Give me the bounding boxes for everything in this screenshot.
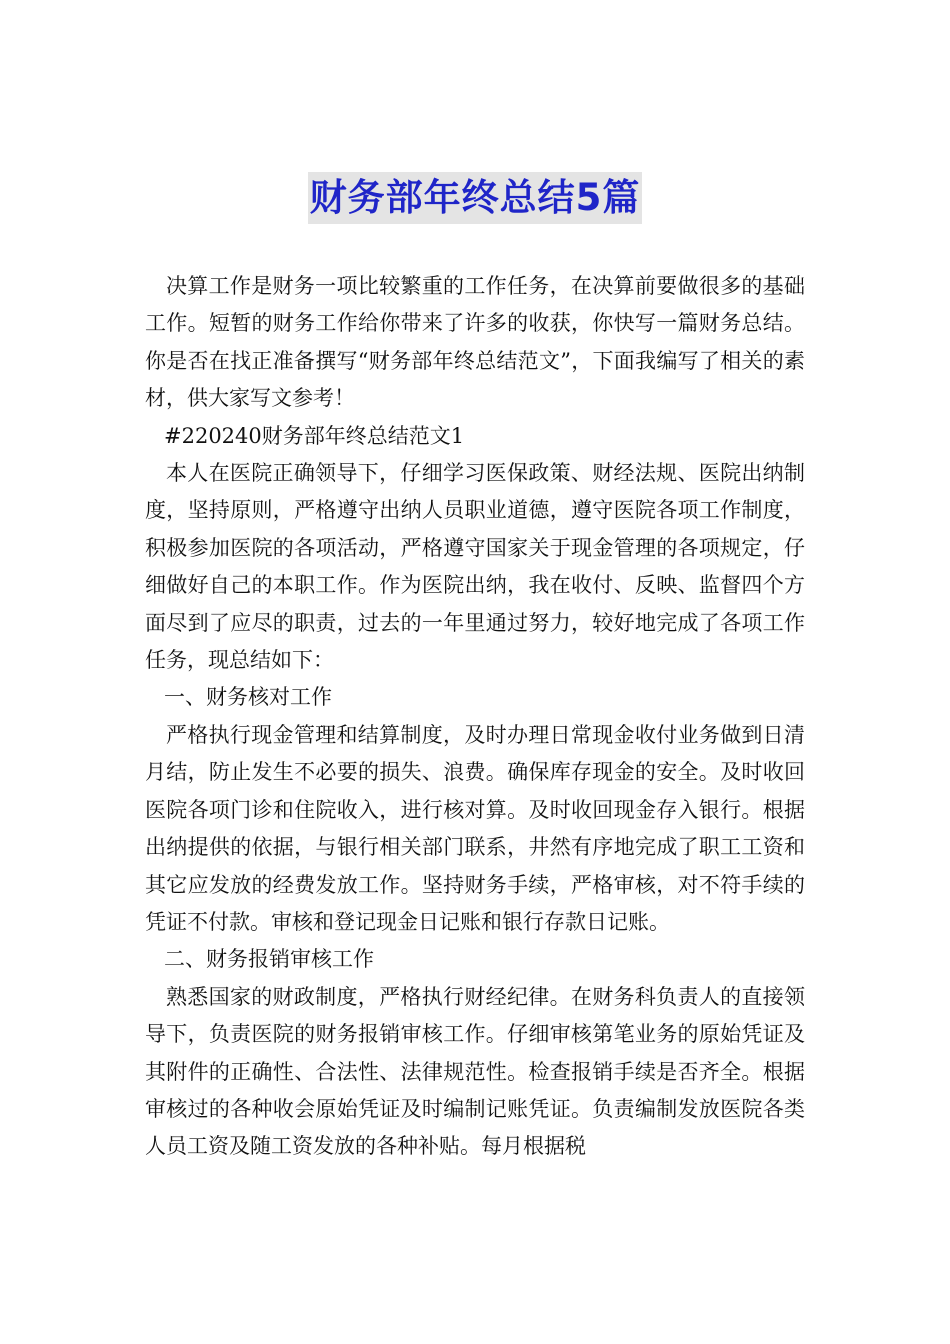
intro-paragraph: 决算工作是财务一项比较繁重的工作任务，在决算前要做很多的基础工作。短暂的财务工作给你带来了许多的收获，你快写一篇财务总结。你是否在找正准备撰写“财务部年终总结范文”，下面我编写了相关的素材，供大家写文参考！ xyxy=(145,274,805,411)
body-paragraph: 本人在医院正确领导下，仔细学习医保政策、财经法规、医院出纳制度，坚持原则，严格遵守出纳人员职业道德，遵守医院各项工作制度，积极参加医院的各项活动，严格遵守国家关于现金管理的各项规定，仔细做好自己的本职工作。作为医院出纳，我在收付、反映、监督四个方面尽到了应尽的职责，过去的一年里通过努力，较好地完成了各项工作任务，现总结如下： xyxy=(145,461,805,673)
body-paragraph: 熟悉国家的财政制度，严格执行财经纪律。在财务科负责人的直接领导下，负责医院的财务报销审核工作。仔细审核第笔业务的原始凭证及其附件的正确性、合法性、法律规范性。检查报销手续是否齐全。根据审核过的各种收会原始凭证及时编制记账凭证。负责编制发放医院各类人员工资及随工资发放的各种补贴。每月根据税 xyxy=(145,984,805,1159)
document-title: 财务部年终总结5篇 xyxy=(308,172,643,224)
section-heading-reimbursement: 二、财务报销审核工作 xyxy=(164,947,374,972)
document-body xyxy=(145,268,805,1166)
body-paragraph: 严格执行现金管理和结算制度，及时办理日常现金收付业务做到日清月结，防止发生不必要的损失、浪费。确保库存现金的安全。及时收回医院各项门诊和住院收入，进行核对算。及时收回现金存入银行。根据出纳提供的依据，与银行相关部门联系，井然有序地完成了职工工资和其它应发放的经费发放工作。坚持财务手续，严格审核，对不符手续的凭证不付款。审核和登记现金日记账和银行存款日记账。 xyxy=(145,722,805,934)
title-container xyxy=(0,172,950,224)
section-heading-verification: 一、财务核对工作 xyxy=(164,685,332,710)
section-heading-sample-1: #220240财务部年终总结范文1 xyxy=(164,423,465,448)
